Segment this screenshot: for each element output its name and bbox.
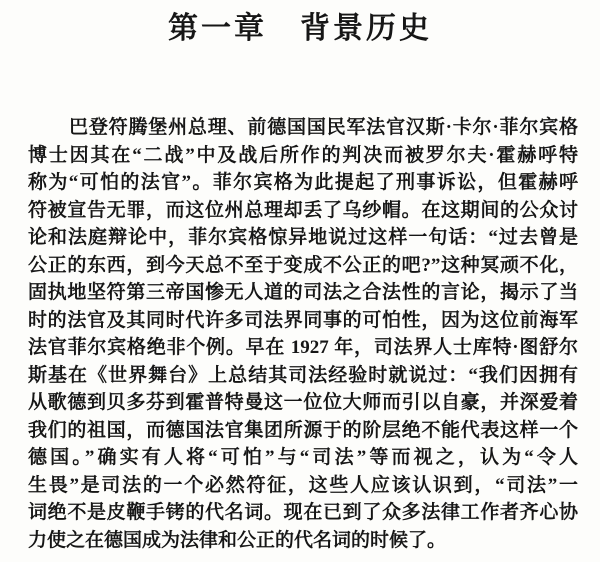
text-line: 公正的东西，到今天总不至于变成不公正的吧?”这种冥顽不化， — [28, 254, 578, 276]
text-line: 固执地坚符第三帝国惨无人道的司法之合法性的言论，揭示了当 — [28, 282, 578, 303]
text-line: 斯基在《世界舞台》上总结其司法经验时就说过：“我们因拥有 — [28, 364, 578, 386]
text-line: 我们的祖国，而德国法官集团所源于的阶层绝不能代表这样一个 — [28, 419, 578, 441]
text-line: 生畏”是司法的一个必然符征，这些人应该认识到，“司法”一 — [28, 474, 578, 496]
text-line: 德国。”确实有人将“可怕”与“司法”等而视之，认为“令人 — [28, 447, 578, 468]
text-line: 时的法官及其同时代许多司法界同事的可怕性，因为这位前海军 — [28, 309, 578, 331]
text-line: 符被宣告无罪，而这位州总理却丢了乌纱帽。在这期间的公众讨 — [28, 199, 578, 221]
paragraph-block — [28, 114, 578, 554]
text-line: 巴登符腾堡州总理、前德国国民军法官汉斯·卡尔·菲尔宾格 — [69, 117, 578, 138]
text-line: 法官菲尔宾格绝非个例。早在 1927 年，司法界人士库特·图舒尔 — [28, 337, 578, 358]
text-line: 称为“可怕的法官”。菲尔宾格为此提起了刑事诉讼，但霍赫呼 — [28, 172, 578, 193]
text-line: 词绝不是皮鞭手铐的代名词。现在已到了众多法律工作者齐心协 — [28, 502, 578, 523]
text-line: 论和法庭辩论中，菲尔宾格惊异地说过这样一句话：“过去曾是 — [28, 227, 578, 248]
text-line: 力使之在德国成为法律和公正的代名词的时候了。 — [28, 529, 447, 551]
text-line: 博士因其在“二战”中及战后所作的判决而被罗尔夫·霍赫呼特 — [28, 144, 578, 166]
chapter-title: 第一章 背景历史 — [168, 12, 432, 45]
text-line: 从歌德到贝多芬到霍普特曼这一位位大师而引以自豪，并深爱着 — [28, 392, 578, 413]
